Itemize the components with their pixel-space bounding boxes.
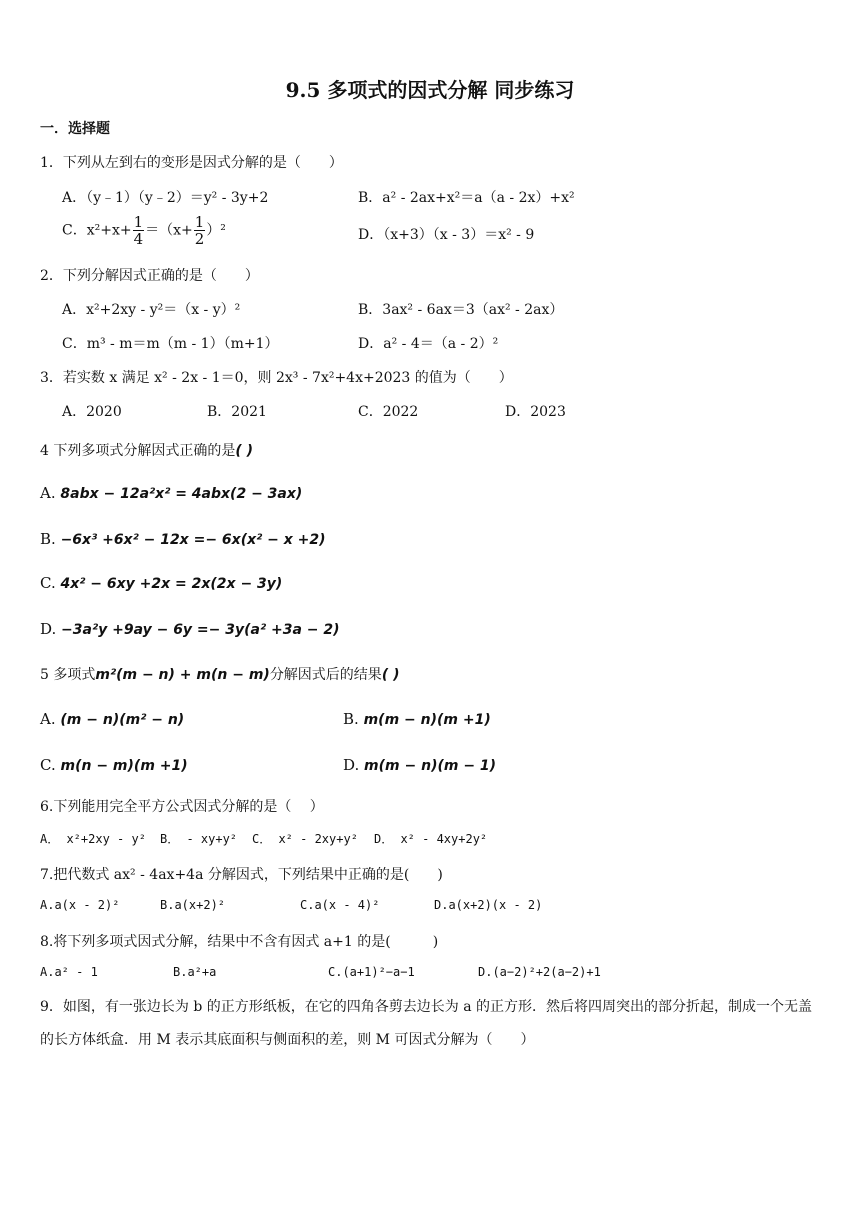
question-4-stem (40, 440, 253, 460)
question-6-option-d[interactable]: D． x² - 4xy+2y² (374, 832, 488, 846)
question-1-option-c-prefix: C．x²+x+ (62, 222, 132, 239)
question-4-stem-text: 4 下列多项式分解因式正确的是 (40, 443, 236, 459)
question-1-option-c-mid: ＝（x+ (145, 222, 193, 239)
question-7-option-c[interactable]: C.a(x - 4)² (300, 898, 380, 912)
question-1-option-a[interactable]: A．（y﹣1）（y﹣2）＝y² - 3y+2 (62, 190, 269, 206)
question-5-option-d-expr: m(m − n)(m − 1) (364, 758, 497, 774)
option-label: D. (343, 756, 360, 774)
fraction-one-half: $\frac{1}{2}$ (194, 213, 205, 248)
question-5-option-c[interactable] (40, 756, 188, 774)
question-4-option-d[interactable] (40, 620, 340, 638)
option-label: A. (40, 710, 56, 728)
option-label: D. (40, 620, 57, 638)
question-3-option-a[interactable]: A．2020 (62, 404, 122, 420)
question-8-stem: 8.将下列多项式因式分解，结果中不含有因式 a+1 的是( ) (40, 934, 439, 950)
question-2-option-b[interactable]: B．3ax² - 6ax＝3（ax² - 2ax） (358, 302, 564, 318)
question-4-answer-paren: ( ) (235, 443, 254, 459)
question-3-option-b[interactable]: B．2021 (207, 404, 267, 420)
question-3-stem: 3．若实数 x 满足 x² - 2x - 1＝0，则 2x³ - 7x²+4x+2023 的值为（ ） (40, 370, 513, 386)
question-4-option-b[interactable] (40, 530, 326, 548)
question-6-option-a[interactable]: A． x²+2xy - y² (40, 832, 146, 846)
question-5-option-a[interactable] (40, 710, 184, 728)
question-1-option-d[interactable]: D．（x+3）（x - 3）＝x² - 9 (358, 227, 535, 243)
question-7-option-b[interactable]: B.a(x+2)² (160, 898, 226, 912)
option-label: C. (40, 756, 56, 774)
question-5-stem (40, 664, 399, 684)
question-1-option-c-suffix: ）² (206, 222, 226, 239)
question-8-option-b[interactable]: B.a²+a (173, 965, 217, 979)
question-5-option-a-expr: (m − n)(m² − n) (60, 712, 185, 728)
question-4-option-a[interactable] (40, 484, 302, 502)
question-5-stem-post: 分解因式后的结果 (269, 667, 382, 683)
question-4-option-b-expr: −6x³ +6x² − 12x =− 6x(x² − x +2) (60, 532, 326, 548)
option-label: C. (40, 574, 56, 592)
page-title: 9.5 多项式的因式分解 同步练习 (285, 78, 575, 102)
question-6-option-c[interactable]: C． x² - 2xy+y² (252, 832, 358, 846)
question-2-option-d[interactable]: D．a² - 4＝（a - 2）² (358, 336, 499, 352)
question-7-stem: 7.把代数式 ax² - 4ax+4a 分解因式，下列结果中正确的是( ) (40, 867, 443, 883)
question-1-option-c[interactable] (62, 214, 226, 247)
question-7-option-a[interactable]: A.a(x - 2)² (40, 898, 120, 912)
question-2-stem: 2．下列分解因式正确的是（ ） (40, 268, 259, 284)
question-6-stem: 6.下列能用完全平方公式因式分解的是（ ） (40, 799, 324, 815)
question-4-option-c-expr: 4x² − 6xy +2x = 2x(2x − 3y) (60, 576, 283, 592)
question-4-option-d-expr: −3a²y +9ay − 6y =− 3y(a² +3a − 2) (61, 622, 340, 638)
option-label: A. (40, 484, 56, 502)
question-5-option-b[interactable] (343, 710, 491, 728)
question-7-option-d[interactable]: D.a(x+2)(x - 2) (434, 898, 543, 912)
question-4-option-a-expr: 8abx − 12a²x² = 4abx(2 − 3ax) (60, 486, 303, 502)
question-3-option-d[interactable]: D．2023 (505, 404, 566, 420)
question-3-option-c[interactable]: C．2022 (358, 404, 419, 420)
question-5-answer-paren: ( ) (381, 667, 400, 683)
question-1-option-b[interactable]: B．a² - 2ax+x²＝a（a - 2x）+x² (358, 190, 575, 206)
question-1-stem: 1．下列从左到右的变形是因式分解的是（ ） (40, 155, 343, 171)
fraction-one-quarter: $\frac{1}{4}$ (133, 213, 144, 248)
section-heading: 一．选择题 (40, 121, 110, 137)
question-8-option-a[interactable]: A.a² - 1 (40, 965, 98, 979)
option-label: B. (40, 530, 56, 548)
question-5-option-d[interactable] (343, 756, 496, 774)
question-2-option-a[interactable]: A．x²+2xy - y²＝（x - y）² (62, 302, 241, 318)
question-8-option-d[interactable]: D.(a−2)²+2(a−2)+1 (478, 965, 601, 979)
question-9-stem: 9．如图，有一张边长为 b 的正方形纸板，在它的四角各剪去边长为 a 的正方形．然后将四周突出的部分折起，制成一个无盖的长方体纸盒．用 M 表示其底面积与侧面积的差，则 M 可因式分解为（ ） (40, 999, 813, 1048)
question-5-option-c-expr: m(n − m)(m +1) (60, 758, 188, 774)
question-4-option-c[interactable] (40, 574, 282, 592)
question-8-option-c[interactable]: C.(a+1)²−a−1 (328, 965, 415, 979)
question-2-option-c[interactable]: C．m³ - m＝m（m - 1）（m+1） (62, 336, 279, 352)
question-5-option-b-expr: m(m − n)(m +1) (363, 712, 491, 728)
question-5-stem-pre: 5 多项式 (40, 667, 96, 683)
question-5-stem-expr: m²(m − n) + m(n − m) (95, 667, 270, 683)
question-6-option-b[interactable]: B． - xy+y² (160, 832, 238, 846)
option-label: B. (343, 710, 359, 728)
